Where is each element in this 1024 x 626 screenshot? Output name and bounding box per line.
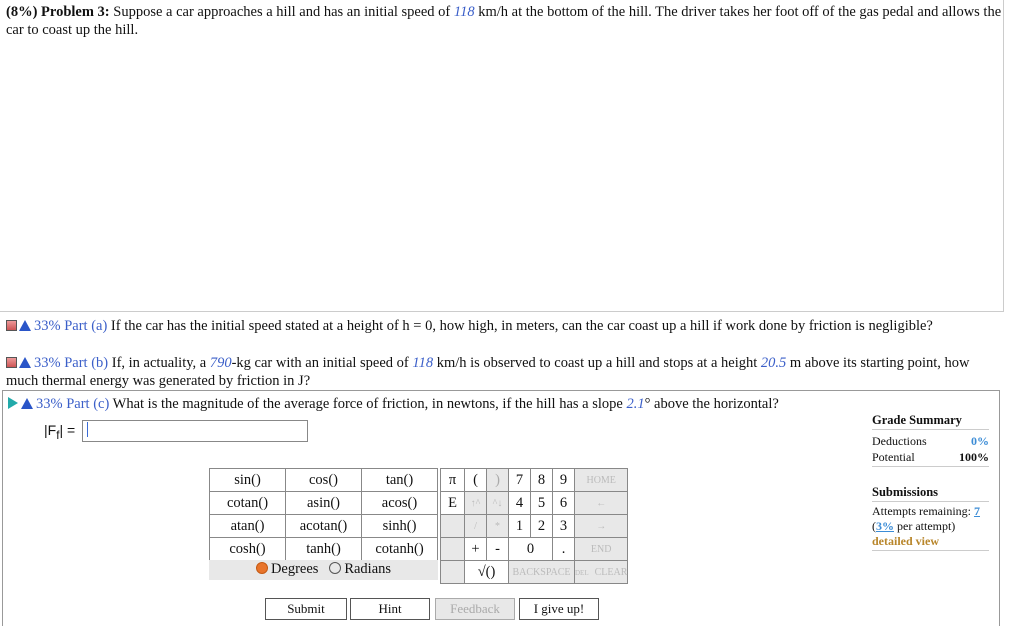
part-a[interactable] xyxy=(6,317,996,335)
attempts-remaining: Attempts remaining: 7 xyxy=(872,504,980,518)
part-c-label: Part (c) xyxy=(66,396,110,412)
text-cursor xyxy=(87,422,88,437)
blank-key xyxy=(441,515,465,538)
warning-icon xyxy=(21,398,33,409)
problem-statement-box xyxy=(0,0,1004,312)
multiply-button[interactable]: * xyxy=(487,515,509,538)
divide-button[interactable]: / xyxy=(465,515,487,538)
backspace-button[interactable]: BACKSPACE xyxy=(509,561,575,584)
deductions-value: 0% xyxy=(971,434,989,448)
end-button[interactable]: END xyxy=(575,538,628,561)
warning-icon xyxy=(19,320,31,331)
radians-radio[interactable] xyxy=(329,562,341,574)
degrees-label[interactable]: Degrees xyxy=(270,561,319,577)
grade-summary-title: Grade Summary xyxy=(872,413,962,427)
expand-icon[interactable] xyxy=(8,397,18,409)
divider xyxy=(872,501,989,502)
potential-value: 100% xyxy=(959,450,989,464)
up-arrow-button[interactable]: ↑^ xyxy=(465,492,487,515)
radians-label[interactable]: Radians xyxy=(344,561,392,577)
minus-button[interactable]: - xyxy=(487,538,509,561)
digit-7-button[interactable]: 7 xyxy=(509,469,531,492)
cursor-right-button[interactable]: → xyxy=(575,515,628,538)
acos-button[interactable]: acos() xyxy=(362,492,438,515)
deductions-row: Deductions 0% xyxy=(872,434,989,448)
potential-row: Potential 100% xyxy=(872,450,989,464)
digit-6-button[interactable]: 6 xyxy=(553,492,575,515)
mass-value: 790 xyxy=(209,355,232,371)
feedback-button[interactable]: Feedback xyxy=(435,598,515,620)
cotan-button[interactable]: cotan() xyxy=(210,492,286,515)
warning-icon xyxy=(19,357,31,368)
e-button[interactable]: E xyxy=(441,492,465,515)
digit-9-button[interactable]: 9 xyxy=(553,469,575,492)
part-b-label: Part (b) xyxy=(64,355,109,371)
digit-1-button[interactable]: 1 xyxy=(509,515,531,538)
speed-value: 118 xyxy=(412,355,434,371)
part-a-text: If the car has the initial speed stated at a height of h = 0, how high, in meters, can the car coast up a hill if work done by friction is negligible? xyxy=(107,318,933,334)
problem-number: (8%) Problem 3: xyxy=(6,4,110,20)
cotanh-button[interactable]: cotanh() xyxy=(362,538,438,561)
sinh-button[interactable]: sinh() xyxy=(362,515,438,538)
part-c[interactable]: 33% Part (c) What is the magnitude of the average force of friction, in newtons, if the hill has a slope 2.1° above the horizontal? xyxy=(8,395,998,413)
attempts-value: 7 xyxy=(973,504,980,518)
per-attempt-percent: 3% xyxy=(876,519,894,533)
digit-5-button[interactable]: 5 xyxy=(531,492,553,515)
answer-input[interactable] xyxy=(82,420,308,442)
divider xyxy=(872,466,989,467)
cursor-left-button[interactable]: ← xyxy=(575,492,628,515)
problem-statement: (8%) Problem 3: Suppose a car approaches a hill and has an initial speed of 118 km/h at the bottom of the hill. The driver takes her foot off of the gas pedal and allows the car to coast up the hill. xyxy=(6,4,1002,38)
home-button[interactable]: HOME xyxy=(575,469,628,492)
submit-button[interactable]: Submit xyxy=(265,598,347,620)
sqrt-button[interactable]: √() xyxy=(465,561,509,584)
digit-3-button[interactable]: 3 xyxy=(553,515,575,538)
down-arrow-button[interactable]: ^↓ xyxy=(487,492,509,515)
digit-8-button[interactable]: 8 xyxy=(531,469,553,492)
plus-button[interactable]: + xyxy=(465,538,487,561)
height-value: 20.5 xyxy=(760,355,787,371)
collapse-icon[interactable] xyxy=(6,357,17,368)
function-keypad xyxy=(209,468,438,561)
blank-key xyxy=(441,561,465,584)
atan-button[interactable]: atan() xyxy=(210,515,286,538)
clear-button[interactable]: DEL CLEAR xyxy=(575,561,628,584)
pi-button[interactable]: π xyxy=(441,469,465,492)
give-up-button[interactable]: I give up! xyxy=(519,598,599,620)
tanh-button[interactable]: tanh() xyxy=(286,538,362,561)
blank-key xyxy=(441,538,465,561)
right-paren-button[interactable]: ) xyxy=(487,469,509,492)
tan-button[interactable]: tan() xyxy=(362,469,438,492)
left-paren-button[interactable]: ( xyxy=(465,469,487,492)
divider xyxy=(872,550,989,551)
digit-2-button[interactable]: 2 xyxy=(531,515,553,538)
answer-label: $|F_f|$ = xyxy=(44,422,76,442)
asin-button[interactable]: asin() xyxy=(286,492,362,515)
part-a-percent: 33% xyxy=(34,318,61,334)
cos-button[interactable]: cos() xyxy=(286,469,362,492)
per-attempt: (3% per attempt) xyxy=(872,519,956,533)
degrees-radio[interactable] xyxy=(256,562,268,574)
initial-speed-value: 118 xyxy=(453,4,475,20)
detailed-view-link[interactable]: detailed view xyxy=(872,534,939,548)
submissions-title: Submissions xyxy=(872,485,939,499)
slope-value: 2.1 xyxy=(626,396,645,412)
sin-button[interactable]: sin() xyxy=(210,469,286,492)
cosh-button[interactable]: cosh() xyxy=(210,538,286,561)
hint-button[interactable]: Hint xyxy=(350,598,430,620)
part-b[interactable]: 33% Part (b) If, in actuality, a 790-kg car with an initial speed of 118 km/h is observed to coast up a hill and stops at a height 20.5 m above its starting point, how much thermal energy was generated by friction in J? xyxy=(6,355,970,389)
grade-summary xyxy=(872,413,989,551)
acotan-button[interactable]: acotan() xyxy=(286,515,362,538)
divider xyxy=(872,429,989,430)
decimal-button[interactable]: . xyxy=(553,538,575,561)
part-b-percent: 33% xyxy=(34,355,61,371)
digit-4-button[interactable]: 4 xyxy=(509,492,531,515)
part-a-label: Part (a) xyxy=(64,318,108,334)
angle-mode-selector xyxy=(209,560,438,580)
numeric-keypad xyxy=(440,468,628,584)
part-c-percent: 33% xyxy=(36,396,63,412)
collapse-icon[interactable] xyxy=(6,320,17,331)
del-button[interactable]: DEL xyxy=(575,568,589,577)
digit-0-button[interactable]: 0 xyxy=(509,538,553,561)
